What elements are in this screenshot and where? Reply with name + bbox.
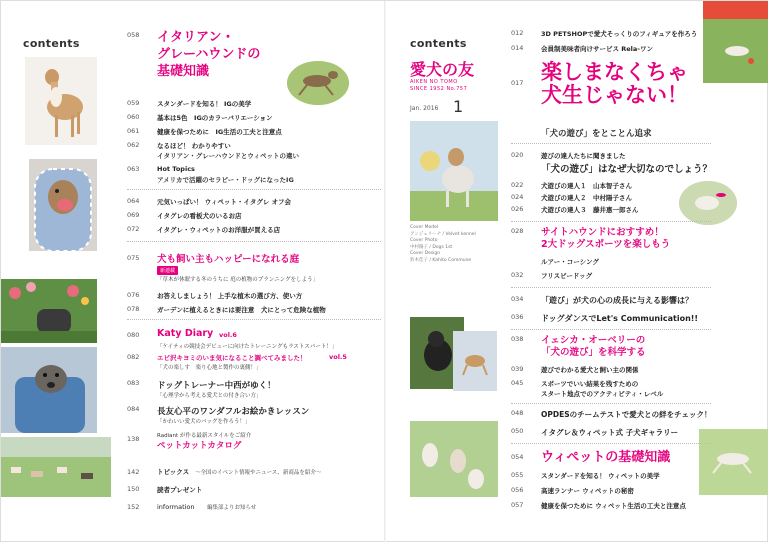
item-subtitle: 「草木が休眠する冬のうちに 庭の植物のプランニングをしよう」	[157, 277, 319, 283]
item-title: スタンダードを知る！ IGの美学	[157, 100, 252, 108]
photo-italian-greyhound-standing	[25, 57, 97, 145]
item-subtitle: 「犬の遊び」はなぜ大切なのでしょう？	[541, 164, 713, 175]
item-title: 基本は5色 IGのカラーバリエーション	[157, 114, 273, 122]
page-number: 026	[511, 205, 524, 213]
feature-title-italian-greyhound: イタリアン・ グレーハウンドの 基礎知識	[157, 30, 261, 79]
credit-line: Cover Model	[410, 225, 439, 230]
item-title: なるほど！ わかりやすい	[157, 142, 231, 150]
item-title: ペットカットカタログ	[157, 441, 242, 451]
photo-dog-in-garden	[1, 279, 97, 343]
magazine-roman-title: AIKEN NO TOMO	[410, 79, 458, 85]
item-title: ドッグトレーナー中西がゆく！	[157, 381, 276, 391]
page-number: 082	[127, 353, 140, 361]
contents-label-right: contents	[410, 37, 467, 50]
page-gutter	[384, 1, 386, 542]
page-number: 075	[127, 254, 140, 262]
page-number: 138	[127, 435, 140, 443]
item-title: 健康を保つために ウィペット生活の工夫と注意点	[541, 502, 686, 510]
page-number: 078	[127, 305, 140, 313]
issue-number: 1	[453, 97, 464, 116]
divider	[511, 403, 711, 404]
item-title: 犬遊びの達人３ 藤井惠一郎さん	[541, 206, 639, 214]
item-title: 犬遊びの達人２ 中村陽子さん	[541, 194, 632, 202]
item-title: スタンダードを知る！ ウィペットの美学	[541, 472, 660, 480]
page-number: 038	[511, 335, 524, 343]
feature-title-whippet: ウィペットの基礎知識	[541, 450, 671, 465]
feature-title-dog-sports: サイトハウンドにおすすめ！ 2大ドッグスポーツを楽しもう	[541, 227, 671, 250]
page-number: 084	[127, 405, 140, 413]
photo-cover-dog-on-grass	[410, 121, 498, 221]
page-number: 017	[511, 79, 524, 87]
item-subtitle: 編集部よりお知らせ	[207, 505, 257, 511]
issue-month: Jan. 2016	[410, 105, 439, 112]
item-subtitle: 「犬の楽しす 楽り心地と製作の裏側！」	[157, 365, 262, 371]
photo-dogs-running-field	[1, 437, 111, 497]
page-number: 059	[127, 99, 140, 107]
item-title: OPDESのチームテストで愛犬との絆をチェック！	[541, 410, 712, 419]
item-title: お答えしましょう！ 上手な植木の選び方、使い方	[157, 292, 303, 300]
item-title: 遊びの達人たちに聞きました	[541, 152, 626, 160]
item-title: 「遊び」が犬の心の成長に与える影響は？	[541, 296, 693, 305]
page-number: 055	[511, 471, 524, 479]
page-number: 014	[511, 44, 524, 52]
divider	[127, 241, 381, 242]
credit-line: Cover Design	[410, 251, 441, 256]
item-title: information	[157, 503, 195, 511]
divider	[511, 143, 711, 144]
page-number: 069	[127, 211, 140, 219]
item-title: 遊びでわかる愛犬と飼い主の関係	[541, 366, 639, 374]
volume-label: vol.6	[219, 331, 237, 339]
page-number: 150	[127, 485, 140, 493]
item-title: イタグレ・ウィペットのお洋服が買える店	[157, 226, 281, 234]
item-subtitle: 「犬の遊び」をとことん追求	[541, 129, 652, 139]
item-title: ルアー・コーシング	[541, 258, 599, 266]
item-title: 長友心平のワンダフルお絵かきレッスン	[157, 407, 310, 417]
right-contents-list	[511, 1, 768, 542]
feature-title-play: 楽しまなくちゃ 犬生じゃない！	[541, 60, 688, 107]
item-title: 犬遊びの達人１ 山本智子さん	[541, 182, 632, 190]
credit-line: 鈴木佳子 / Kahito Commune	[410, 257, 472, 263]
feature-title-garden: 犬も飼い主もハッピーになれる庭	[157, 254, 300, 265]
credit-line: 中村陽子 / Dogs 1st	[410, 244, 453, 250]
contents-label-left: contents	[23, 37, 80, 50]
item-subtitle: イタリアン・グレーハウンドとウィペットの違い	[157, 152, 300, 160]
item-title: エビ沢キヨミのいま気になること調べてみました！	[157, 354, 307, 362]
item-title: 高速ランナー ウィペットの秘密	[541, 487, 634, 495]
page-number: 045	[511, 379, 524, 387]
credit-line: Cover Photo	[410, 238, 438, 243]
page-number: 061	[127, 127, 140, 135]
item-title: 健康を保つために IG生活の工夫と注意点	[157, 128, 282, 136]
page-number: 080	[127, 331, 140, 339]
item-title: トピックス	[157, 468, 190, 476]
page-number: 058	[127, 31, 140, 39]
item-title: ガーデンに植えるときには要注意 犬にとって危険な植物	[157, 306, 326, 314]
item-subtitle: 「心理学から考える愛犬との付き合い方」	[157, 393, 262, 399]
page-number: 076	[127, 291, 140, 299]
page-number: 054	[511, 453, 524, 461]
feature-title-science-of-play: イェシカ・オーベリーの 「犬の遊び」を科学する	[541, 335, 646, 358]
item-pretitle: Radiant が作る最新スタイルをご紹介	[157, 433, 252, 439]
page-number: 056	[511, 486, 524, 494]
item-title: ドッグダンスでLet's Communication!!	[541, 314, 699, 323]
page-number: 057	[511, 501, 524, 509]
volume-label: vol.5	[329, 353, 347, 361]
photo-puppies-gallery	[410, 421, 498, 497]
photo-greyhound-in-hoodie	[29, 159, 97, 251]
page-number: 142	[127, 468, 140, 476]
divider	[511, 221, 711, 222]
credit-line: アンジェリーナ / Velvet kennel	[410, 231, 476, 237]
page-number: 036	[511, 313, 524, 321]
left-contents-list	[127, 1, 381, 542]
item-subtitle: 「かわいい愛犬のバッグを作ろう！」	[157, 419, 251, 425]
item-subtitle: アメリカで活躍のセラピー・ドッグになったIG	[157, 176, 294, 184]
page-number: 063	[127, 165, 140, 173]
magazine-since: SINCE 1952 No.757	[410, 86, 468, 92]
page-number: 072	[127, 225, 140, 233]
item-title: 元気いっぱい！ ウィペット・イタグレ オフ会	[157, 198, 291, 206]
page-number: 034	[511, 295, 524, 303]
divider	[127, 189, 381, 190]
item-subtitle: スタート地点でのアクティビティ・レベル	[541, 390, 664, 398]
photo-running-greyhound	[287, 61, 349, 105]
item-title: 会員制美味者向けサービス Rela-ワン	[541, 45, 653, 53]
divider	[511, 287, 711, 288]
page-number: 032	[511, 271, 524, 279]
item-title: Hot Topics	[157, 165, 195, 173]
item-title: 3D PETSHOPで愛犬そっくりのフィギュアを作ろう	[541, 30, 698, 38]
page-number: 048	[511, 409, 524, 417]
item-title: スポーツでいい結果を残すための	[541, 380, 639, 388]
page-number: 062	[127, 141, 140, 149]
item-subtitle: ～全国のイベント情報やニュース、新商品を紹介～	[195, 470, 322, 476]
item-title: 読者プレゼント	[157, 486, 203, 494]
magazine-title: 愛犬の友	[410, 60, 475, 79]
page-number: 028	[511, 227, 524, 235]
page-number: 152	[127, 503, 140, 511]
cover-credits	[410, 225, 476, 264]
page-number: 083	[127, 379, 140, 387]
katy-diary-title: Katy Diary	[157, 328, 214, 339]
page-number: 050	[511, 427, 524, 435]
page-number: 020	[511, 151, 524, 159]
item-subtitle: 「ケイティの競技会デビューに向けたトレーニングもラストスパート！」	[157, 344, 338, 350]
photo-dog-jumping	[453, 331, 497, 391]
photo-dog-in-carrier-bag	[1, 347, 97, 433]
item-title: イタグレの看板犬のいるお店	[157, 212, 242, 220]
divider	[511, 443, 711, 444]
page-number: 022	[511, 181, 524, 189]
item-title: フリスビードッグ	[541, 272, 593, 280]
page-number: 024	[511, 193, 524, 201]
page-number: 064	[127, 197, 140, 205]
divider	[511, 329, 711, 330]
item-title: イタグレ＆ウィペット式 子犬ギャラリー	[541, 428, 679, 437]
page-number: 012	[511, 29, 524, 37]
page-number: 039	[511, 365, 524, 373]
new-series-badge: 新連載	[157, 266, 178, 275]
page-number: 060	[127, 113, 140, 121]
divider	[127, 319, 381, 320]
